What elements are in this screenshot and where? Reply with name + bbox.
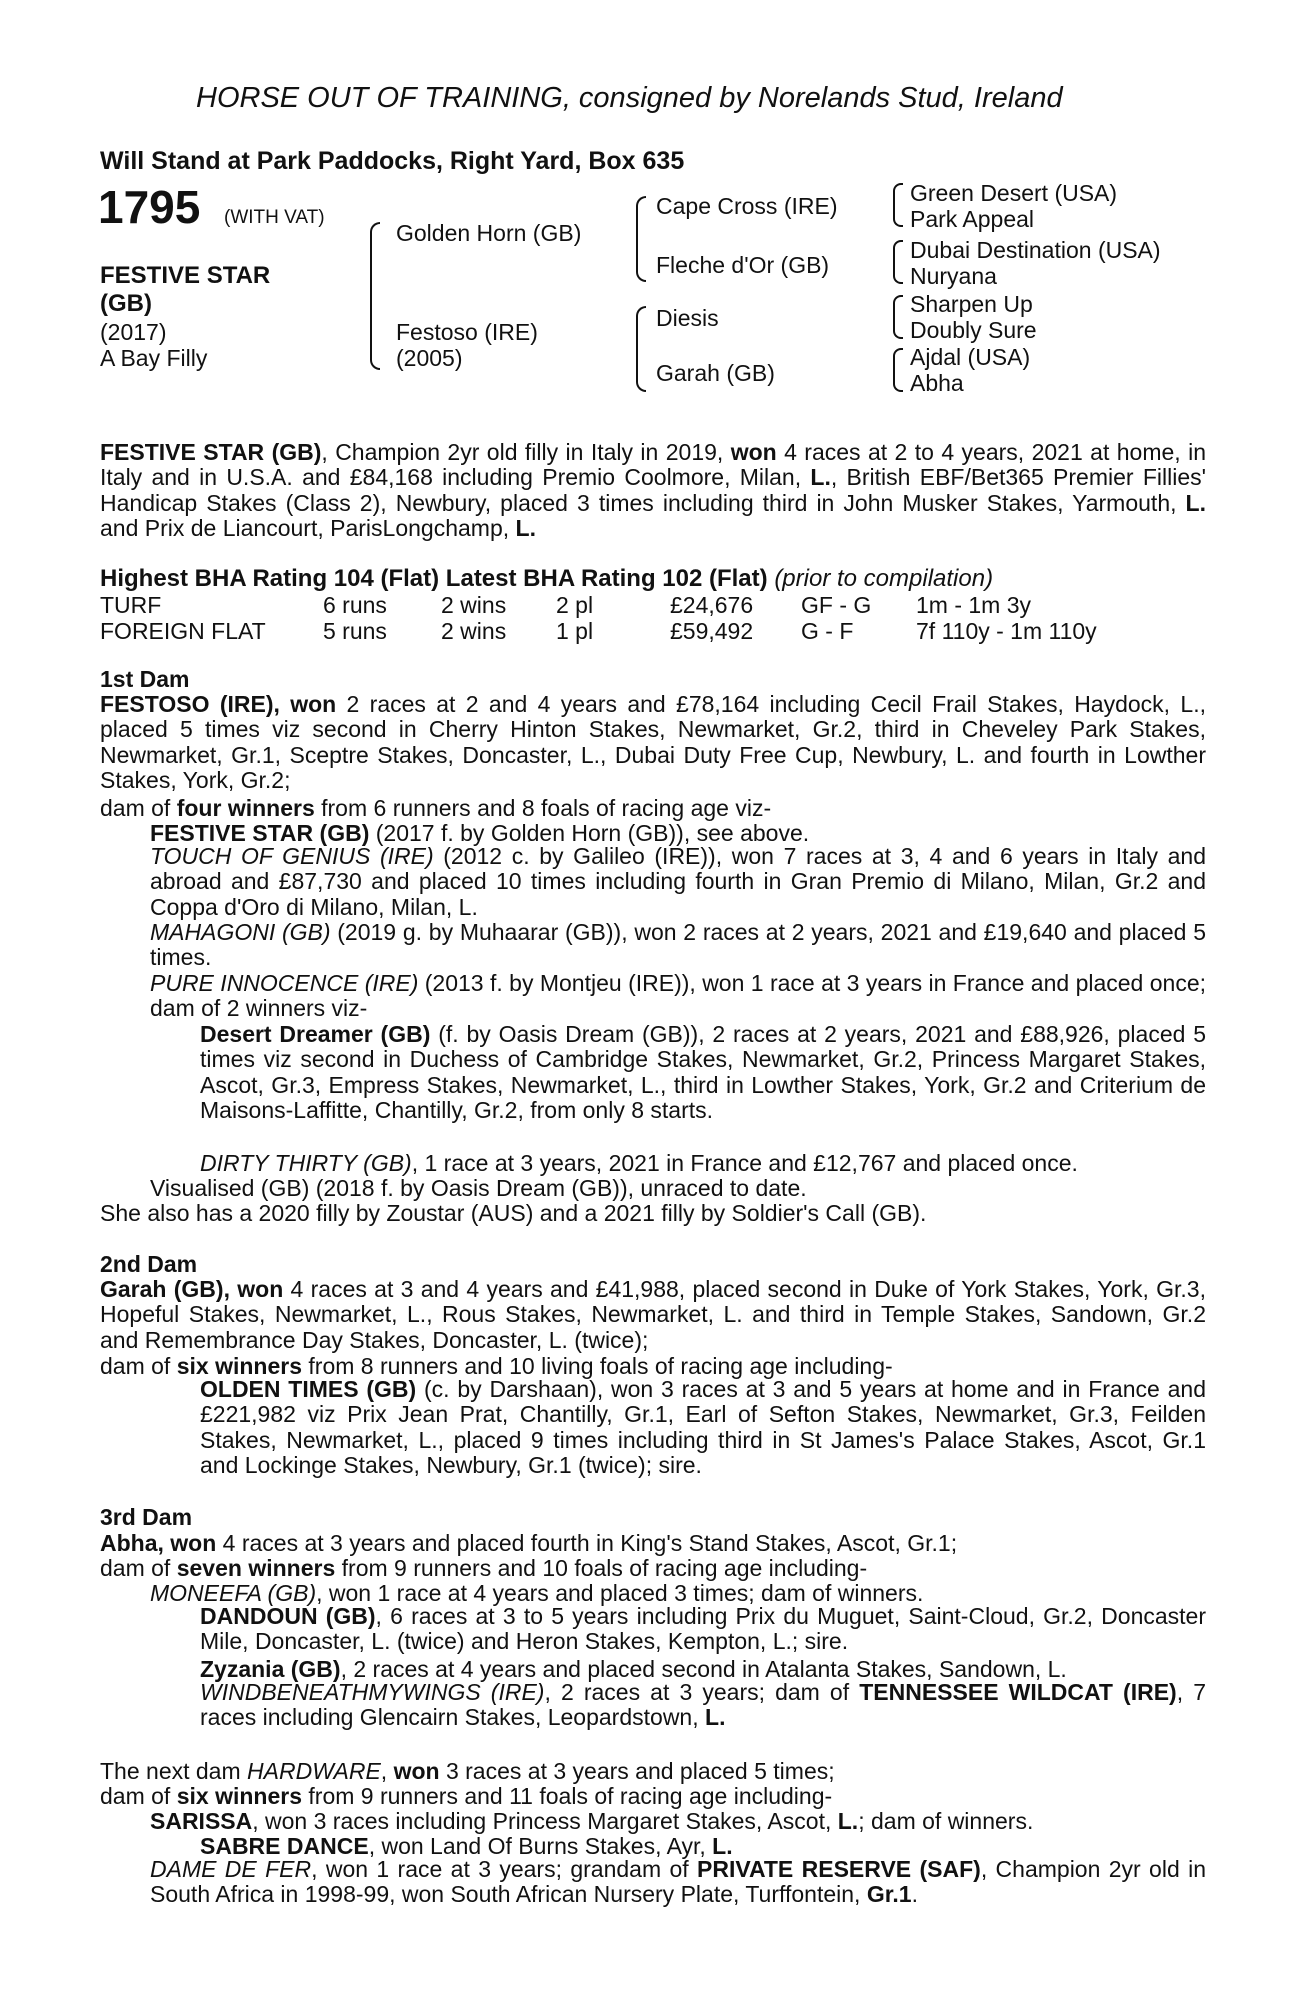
- dam1-produce-summary: [100, 794, 771, 822]
- pedigree-ddd: Abha: [910, 370, 964, 396]
- nextdam-progeny-1: [150, 1807, 1033, 1835]
- page-header: HORSE OUT OF TRAINING, consigned by Norelands Stud, Ireland: [196, 82, 1063, 114]
- dam3-paragraph: [100, 1529, 957, 1557]
- pedigree-sire: Golden Horn (GB): [396, 220, 582, 246]
- record-type: TURF: [100, 592, 162, 618]
- progeny-name: DAME DE FER: [150, 1856, 312, 1882]
- dam3-won: , won: [157, 1530, 217, 1556]
- progeny-name: FESTIVE STAR (GB): [150, 820, 370, 846]
- progeny-text: (2019 g. by Muhaarar (GB)), won 2 races at 2 years, 2021 and £19,640 and placed 5 times.: [150, 919, 1206, 971]
- section-heading-1st-dam: 1st Dam: [100, 666, 190, 692]
- nextdam-text: The next dam: [100, 1758, 248, 1784]
- progeny-name: PURE INNOCENCE (IRE): [150, 970, 419, 996]
- progeny-name: PRIVATE RESERVE (SAF): [697, 1856, 981, 1882]
- pedigree-brace-2b: [636, 306, 646, 392]
- progeny-name: WINDBENEATHMYWINGS (IRE): [200, 1679, 545, 1705]
- pedigree-brace-3d: [893, 348, 903, 392]
- progeny-text: ; dam of winners.: [858, 1808, 1034, 1834]
- group-mark: Gr.1: [866, 1881, 912, 1908]
- record-going: G - F: [801, 618, 854, 644]
- rating-note: (prior to compilation): [774, 565, 994, 592]
- dam3-grandprogeny-1: [200, 1604, 1206, 1655]
- progeny-name: DANDOUN (GB): [200, 1603, 376, 1629]
- nextdam-text: ,: [380, 1758, 394, 1784]
- pedigree-brace-1: [370, 222, 380, 370]
- dam2-name: Garah (GB): [100, 1276, 224, 1302]
- dam3-produce-summary: [100, 1554, 867, 1582]
- pedigree-dsd: Doubly Sure: [910, 317, 1037, 343]
- progeny-name: SABRE DANCE: [200, 1833, 369, 1859]
- dam1-paragraph: [100, 692, 1206, 794]
- dam2-progeny-1: [200, 1377, 1206, 1479]
- progeny-text: , 6 races at 3 to 5 years including Prix du Muguet, Saint-Cloud, Gr.2, Doncaster Mile, Doncaster, L. (twice) and Heron Stakes, Kempton, L.; sire.: [200, 1603, 1206, 1655]
- record-placed: 1 pl: [556, 618, 594, 644]
- listed-mark: L.: [712, 1833, 733, 1859]
- record-prize: £24,676: [670, 592, 754, 618]
- pedigree-dam: Festoso (IRE): [396, 319, 538, 345]
- summary-paragraph: [100, 440, 1206, 542]
- record-placed: 2 pl: [556, 592, 594, 618]
- progeny-name: Zyzania (GB): [200, 1656, 341, 1682]
- dam-of-text: from 6 runners and 8 foals of racing age viz-: [314, 795, 772, 821]
- summary-text: 4 races at 2 to 4 years, 2021 at home, in Italy and in U.S.A. and £84,168 including Premio Coolmore, Milan,: [100, 439, 1206, 491]
- stand-location: Will Stand at Park Paddocks, Right Yard, Box 635: [100, 147, 685, 175]
- dam1-name: FESTOSO (IRE): [100, 691, 274, 717]
- dam1-won: , won: [273, 691, 337, 717]
- progeny-text: , 2 races at 3 years; dam of: [544, 1679, 860, 1705]
- record-distance: 1m - 1m 3y: [916, 592, 1032, 618]
- dam3-name: Abha: [100, 1530, 158, 1556]
- vat-note: (WITH VAT): [224, 207, 325, 228]
- pedigree-dam-year: (2005): [396, 345, 463, 371]
- horse-country: (GB): [100, 290, 152, 317]
- progeny-text: , 2 races at 4 years and placed second in Atalanta Stakes, Sandown, L.: [340, 1656, 1067, 1682]
- section-heading-3rd-dam: 3rd Dam: [100, 1504, 193, 1530]
- dam3-text: 4 races at 3 years and placed fourth in King's Stand Stakes, Ascot, Gr.1;: [216, 1530, 958, 1556]
- dam2-won: , won: [223, 1276, 284, 1302]
- pedigree-brace-3c: [893, 295, 903, 339]
- dam1-also-note: She also has a 2020 filly by Zoustar (AUS) and a 2021 filly by Soldier's Call (GB).: [100, 1200, 927, 1226]
- horse-year: (2017): [100, 319, 167, 345]
- dam-of-text: from 9 runners and 10 foals of racing age including-: [335, 1555, 868, 1581]
- pedigree-dam-sire: Diesis: [656, 305, 719, 331]
- dam-of-label: dam of: [100, 1783, 177, 1809]
- pedigree-sss: Green Desert (USA): [910, 180, 1118, 206]
- nextdam-won: won: [393, 1758, 440, 1784]
- dam2-text: 4 races at 3 and 4 years and £41,988, placed second in Duke of York Stakes, York, Gr.3, Hopeful Stakes, Newmarket, L., Rous Stakes, Newmarket, L. and third in Temple Stakes, Sandown, Gr.2 and Remembrance Day Stakes, Doncaster, L. (twice);: [100, 1276, 1206, 1353]
- record-distance: 7f 110y - 1m 110y: [916, 618, 1097, 644]
- progeny-name: TENNESSEE WILDCAT (IRE): [859, 1679, 1177, 1705]
- progeny-name: DIRTY THIRTY (GB): [200, 1150, 412, 1176]
- nextdam-paragraph: [100, 1757, 835, 1785]
- dam1-grandprogeny-1: [200, 1022, 1206, 1124]
- lot-number: 1795: [98, 181, 201, 233]
- progeny-text: (f. by Oasis Dream (GB)), 2 races at 2 years, 2021 and £88,926, placed 5 times viz second in Duchess of Cambridge Stakes, Newmarket, Gr.2, Princess Margaret Stakes, Ascot, Gr.3, Empress Stakes, Newmarket, L., third in Lowther Stakes, York, Gr.2 and Criterium de Maisons-Laffitte, Chantilly, Gr.2, from only 8 starts.: [200, 1021, 1207, 1124]
- record-wins: 2 wins: [441, 618, 507, 644]
- progeny-text: (2017 f. by Golden Horn (GB)), see above.: [369, 820, 810, 846]
- dam-of-winners: seven winners: [176, 1555, 336, 1581]
- nextdam-progeny-2: [150, 1857, 1206, 1908]
- progeny-name: MAHAGONI (GB): [150, 919, 331, 945]
- pedigree-sire-sire: Cape Cross (IRE): [656, 193, 838, 219]
- record-runs: 5 runs: [323, 618, 387, 644]
- summary-won: won: [730, 439, 777, 465]
- dam1-progeny-3: [150, 920, 1206, 971]
- dam2-paragraph: [100, 1277, 1206, 1353]
- summary-horse-name: FESTIVE STAR (GB): [100, 439, 322, 465]
- progeny-name: OLDEN TIMES (GB): [200, 1376, 417, 1402]
- dam-of-label: dam of: [100, 1555, 177, 1581]
- dam3-grandprogeny-3: [200, 1680, 1206, 1731]
- listed-mark: L.: [1185, 489, 1206, 516]
- summary-text: , British EBF/Bet365 Premier Fillies' Handicap Stakes (Class 2), Newbury, placed 3 times including third in John Musker Stakes, Yarmouth,: [100, 464, 1207, 516]
- listed-mark: L.: [705, 1704, 726, 1731]
- horse-name: FESTIVE STAR: [100, 262, 271, 289]
- progeny-name: Desert Dreamer (GB): [200, 1021, 431, 1047]
- dam-of-winners: four winners: [176, 795, 315, 821]
- summary-text: , Champion 2yr old filly in Italy in 2019,: [321, 439, 731, 465]
- dam1-progeny-4: [150, 971, 1206, 1022]
- pedigree-sds: Dubai Destination (USA): [910, 237, 1161, 263]
- dam1-grandprogeny-2: [200, 1149, 1078, 1177]
- pedigree-brace-3a: [893, 183, 903, 227]
- nextdam-produce-summary: [100, 1782, 832, 1810]
- pedigree-dam-dam: Garah (GB): [656, 360, 775, 386]
- rating-line: [100, 565, 993, 593]
- listed-mark: L.: [515, 515, 536, 542]
- dam-of-text: from 8 runners and 10 living foals of racing age including-: [302, 1353, 893, 1379]
- dam-of-label: dam of: [100, 1353, 177, 1379]
- progeny-text: , Champion 2yr old in South Africa in 1998-99, won South African Nursery Plate, Turffontein,: [150, 1856, 1207, 1908]
- rating-values: Highest BHA Rating 104 (Flat) Latest BHA Rating 102 (Flat): [100, 565, 768, 592]
- listed-mark: L.: [837, 1808, 859, 1834]
- progeny-name: SARISSA: [150, 1808, 253, 1834]
- progeny-name: MONEEFA (GB): [150, 1580, 317, 1606]
- progeny-text: (2013 f. by Montjeu (IRE)), won 1 race at 3 years in France and placed once; dam of 2 winners viz-: [150, 970, 1207, 1022]
- record-going: GF - G: [801, 592, 872, 618]
- pedigree-brace-2a: [636, 196, 646, 282]
- pedigree-dds: Ajdal (USA): [910, 344, 1031, 370]
- progeny-text: .: [911, 1881, 918, 1908]
- record-prize: £59,492: [670, 618, 754, 644]
- dam-of-label: dam of: [100, 795, 177, 821]
- dam-of-text: from 9 runners and 11 foals of racing age including-: [302, 1783, 833, 1809]
- progeny-text: , won Land Of Burns Stakes, Ayr,: [368, 1833, 713, 1859]
- horse-description: A Bay Filly: [100, 345, 208, 371]
- dam1-progeny-5: Visualised (GB) (2018 f. by Oasis Dream (GB)), unraced to date.: [150, 1175, 807, 1201]
- pedigree-sdd: Nuryana: [910, 263, 997, 289]
- progeny-text: (2012 c. by Galileo (IRE)), won 7 races at 3, 4 and 6 years in Italy and abroad and £87,730 and placed 10 times including fourth in Gran Premio di Milano, Milan, Gr.2 and Coppa d'Oro di Milano, Milan, L.: [150, 843, 1206, 920]
- pedigree-dss: Sharpen Up: [910, 291, 1033, 317]
- record-wins: 2 wins: [441, 592, 507, 618]
- pedigree-ssd: Park Appeal: [910, 206, 1035, 232]
- progeny-text: , 1 race at 3 years, 2021 in France and £12,767 and placed once.: [411, 1150, 1078, 1176]
- nextdam-text: 3 races at 3 years and placed 5 times;: [439, 1758, 835, 1784]
- section-heading-2nd-dam: 2nd Dam: [100, 1251, 198, 1277]
- record-runs: 6 runs: [323, 592, 387, 618]
- progeny-text: , 7 races including Glencairn Stakes, Leopardstown,: [200, 1679, 1207, 1731]
- progeny-text: , won 1 race at 3 years; grandam of: [311, 1856, 697, 1882]
- dam1-text: 2 races at 2 and 4 years and £78,164 including Cecil Frail Stakes, Haydock, L., placed 5 times viz second in Cherry Hinton Stakes, Newmarket, Gr.2, third in Cheveley Park Stakes, Newmarket, Gr.1, Sceptre Stakes, Doncaster, L., Dubai Duty Free Cup, Newbury, L. and fourth in Lowther Stakes, York, Gr.2;: [100, 691, 1206, 794]
- dam-of-winners: six winners: [176, 1783, 302, 1809]
- pedigree-sire-dam: Fleche d'Or (GB): [656, 252, 830, 278]
- listed-mark: L.: [810, 464, 831, 491]
- progeny-text: (c. by Darshaan), won 3 races at 3 and 5 years at home and in France and £221,982 viz Prix Jean Prat, Chantilly, Gr.1, Earl of Sefton Stakes, Newmarket, Gr.3, Feilden Stakes, Newmarket, L., placed 9 times including third in St James's Palace Stakes, Ascot, Gr.1 and Lockinge Stakes, Newbury, Gr.1 (twice); sire.: [200, 1376, 1206, 1479]
- progeny-name: TOUCH OF GENIUS (IRE): [150, 843, 434, 869]
- progeny-text: , won 1 race at 4 years and placed 3 times; dam of winners.: [316, 1580, 924, 1606]
- pedigree-brace-3b: [893, 240, 903, 284]
- summary-text: and Prix de Liancourt, ParisLongchamp,: [100, 515, 516, 542]
- progeny-text: , won 3 races including Princess Margaret Stakes, Ascot,: [252, 1808, 838, 1834]
- record-type: FOREIGN FLAT: [100, 618, 266, 644]
- dam1-progeny-2: [150, 844, 1206, 920]
- dam-of-winners: six winners: [176, 1353, 302, 1379]
- nextdam-name: HARDWARE: [247, 1758, 381, 1784]
